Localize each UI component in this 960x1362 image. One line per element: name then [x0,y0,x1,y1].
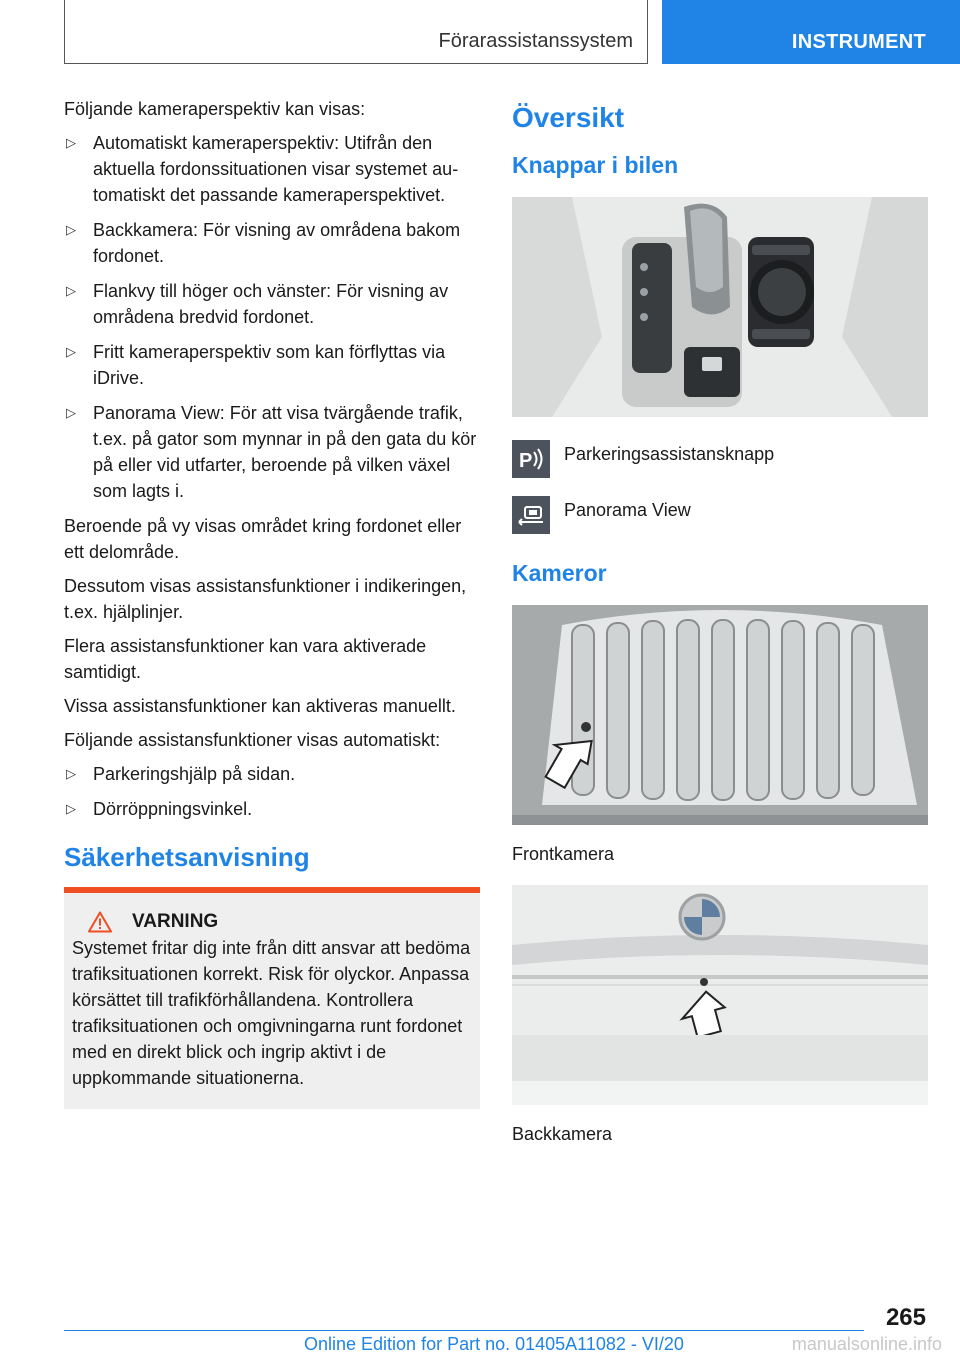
buttons-heading: Knappar i bilen [512,152,679,178]
triangle-bullet-icon: ▷ [66,283,76,298]
rear-camera-caption: Backkamera [512,1124,613,1144]
footer-divider [64,1330,864,1331]
triangle-bullet-icon: ▷ [66,405,76,420]
paragraph: Följande assistansfunktioner visas automatiskt: [64,730,441,750]
button-row [512,440,928,478]
warning-box [64,893,480,1109]
panorama-view-icon [512,496,550,534]
svg-text:P: P [519,450,533,472]
left-column [64,96,480,1109]
camera-views-list [64,130,480,504]
header-section-box [64,0,648,64]
camera-views-intro: Följande kameraperspektiv kan visas: [64,99,366,119]
triangle-bullet-icon: ▷ [66,766,76,781]
footer-edition: Online Edition for Part no. 01405A11082 - VI/20 [304,1334,684,1354]
warning-text: Systemet fritar dig inte från ditt ansvar att bedöma trafiksituationen korrekt. Risk för olyckor. Anpassa körsättet till trafikförhållandena. Kontrollera trafiksituationen och omgivningarna runt fordonet med en direkt blick och ingrip aktivt i de uppkommande situationerna. [72,938,471,1088]
list-item: ▷ Dörröppningsvinkel. [64,796,480,822]
center-console-photo [512,197,928,417]
paragraph: Vissa assistansfunktioner kan aktiveras manuellt. [64,696,456,716]
list-item: ▷ Automatiskt kameraperspektiv: Utifrån den aktuella fordonssituationen visar systemet automatiskt det passande kameraperspektivet. [64,130,480,208]
button-label: Parkeringsassistansknapp [564,444,775,464]
cameras-heading: Kameror [512,560,607,586]
watermark: manualsonline.info [791,1334,942,1354]
triangle-bullet-icon: ▷ [66,344,76,359]
auto-functions-list [64,761,480,822]
rear-camera-photo [512,885,928,1105]
list-item: ▷ Flankvy till höger och vänster: För visning av områdena bredvid fordonet. [64,278,480,330]
paragraph: Beroende på vy visas området kring fordonet eller ett delområde. [64,516,462,562]
list-item: ▷ Backkamera: För visning av områdena bakom fordonet. [64,217,480,269]
parking-assist-icon [512,440,550,478]
button-label: Panorama View [564,500,691,520]
front-camera-photo [512,605,928,825]
list-item: ▷ Parkeringshjälp på sidan. [64,761,480,787]
section-title: Förarassistanssystem [438,30,633,52]
header-chapter-tab [662,0,960,64]
button-row [512,496,928,534]
triangle-bullet-icon: ▷ [66,222,76,237]
paragraph: Flera assistansfunktioner kan vara aktiverade samtidigt. [64,636,427,682]
triangle-bullet-icon: ▷ [66,801,76,816]
list-item: ▷ Panorama View: För att visa tvärgående trafik, t.ex. på gator som mynnar in på den gata du kör på eller vid utfarter, beroende på vilken växel som lagts i. [64,400,480,504]
safety-heading: Säkerhetsanvisning [64,842,310,872]
triangle-bullet-icon: ▷ [66,135,76,150]
front-camera-caption: Frontkamera [512,844,615,864]
chapter-title: INSTRUMENT [791,31,926,53]
warning-title-row [88,911,472,933]
warning-title: VARNING [132,911,219,932]
page-number: 265 [885,1304,926,1331]
paragraph: Dessutom visas assistansfunktioner i indikeringen, t.ex. hjälplinjer. [64,576,467,622]
overview-heading: Översikt [512,102,625,133]
warning-triangle-icon [88,911,112,933]
list-item: ▷ Fritt kameraperspektiv som kan förflyttas via iDrive. [64,339,480,391]
right-column [512,96,928,1165]
